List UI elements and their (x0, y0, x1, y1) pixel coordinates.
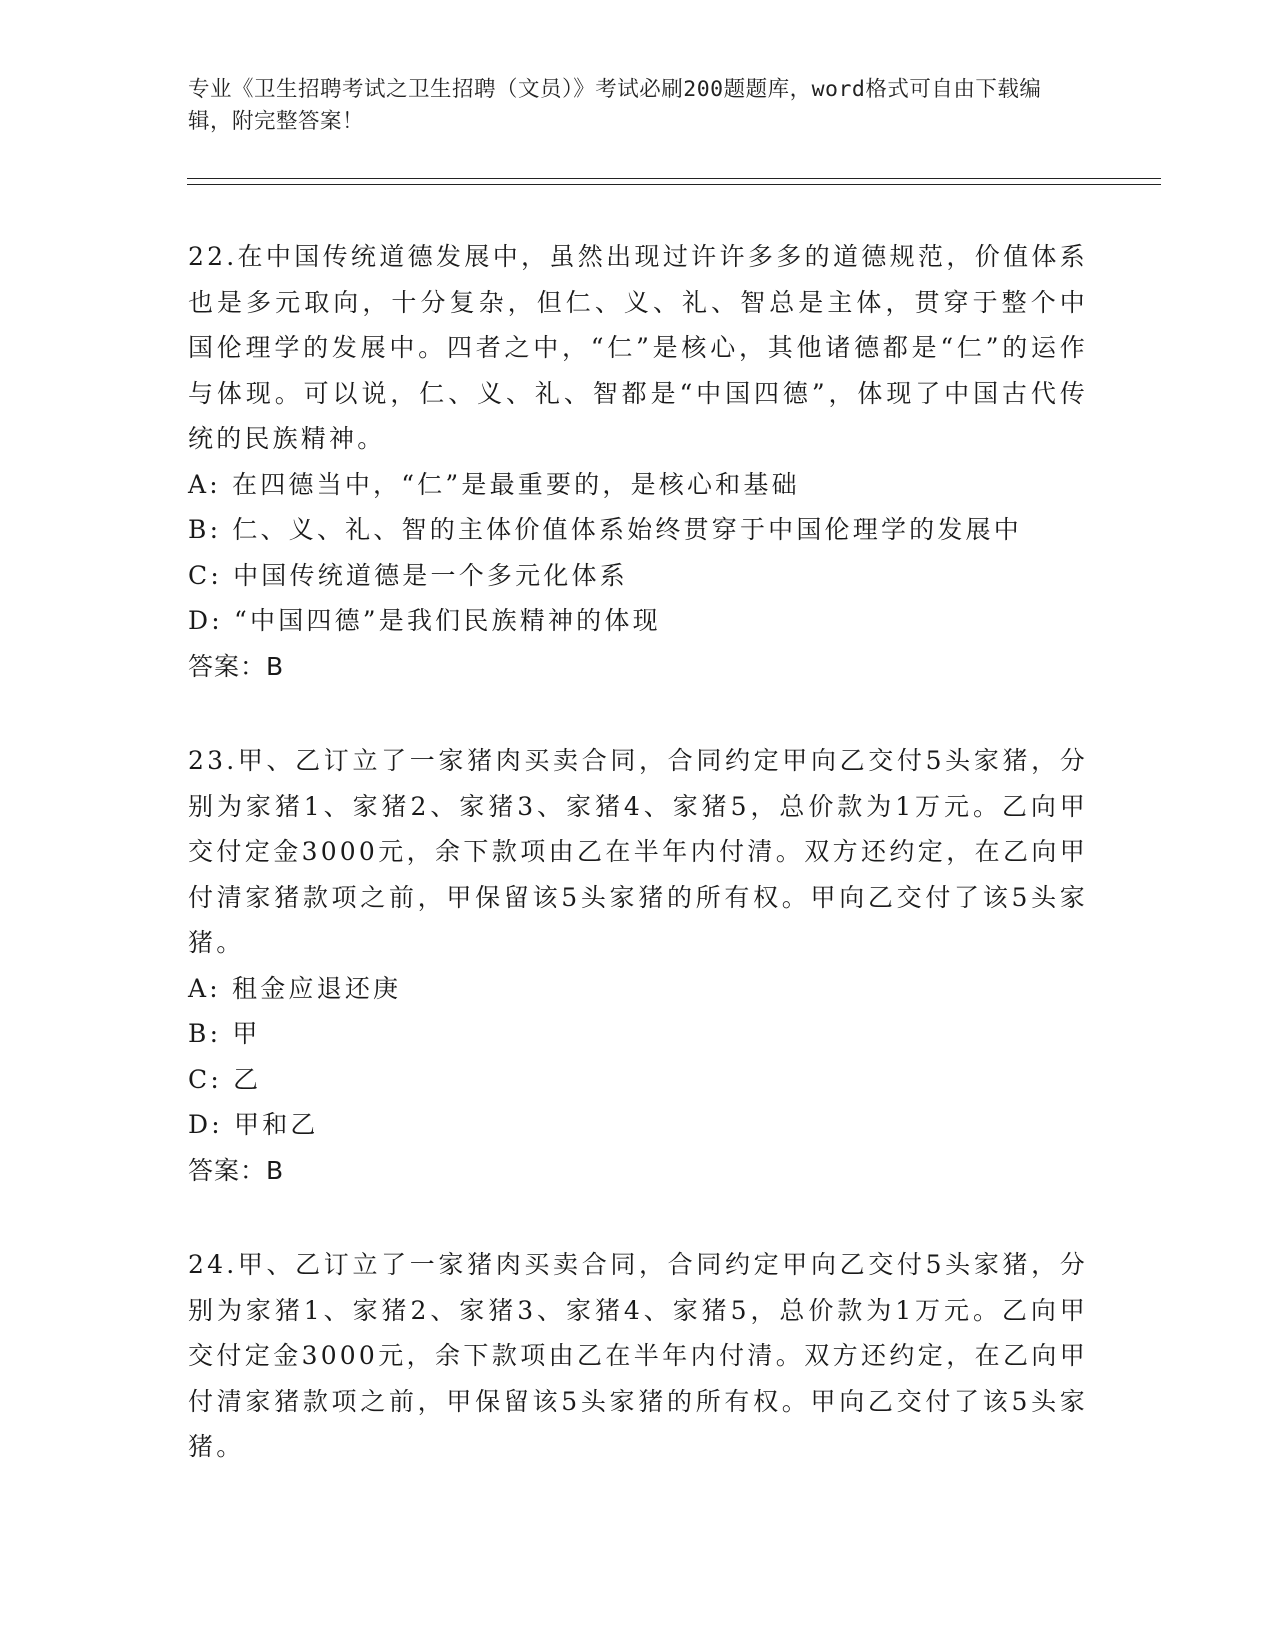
answer: 答案：B (188, 1155, 285, 1185)
option-c: C: 中国传统道德是一个多元化体系 (188, 560, 628, 590)
question-24 (188, 1242, 1088, 1470)
question-23 (188, 738, 1088, 1193)
option-a: A: 租金应退还庚 (188, 973, 402, 1003)
header-divider-bottom (187, 184, 1161, 185)
document-header: 专业《卫生招聘考试之卫生招聘（文员）》考试必刷200题题库，word格式可自由下载编辑，附完整答案！ (188, 77, 1042, 134)
question-stem: 22.在中国传统道德发展中，虽然出现过许许多多的道德规范，价值体系也是多元取向，十分复杂，但仁、义、礼、智总是主体，贯穿于整个中国伦理学的发展中。四者之中，“仁”是核心，其他诸德都是“仁”的运作与体现。可以说，仁、义、礼、智都是“中国四德”，体现了中国古代传统的民族精神。 (188, 242, 1088, 453)
question-stem: 23.甲、乙订立了一家猪肉买卖合同，合同约定甲向乙交付5头家猪，分别为家猪1、家猪2、家猪3、家猪4、家猪5，总价款为1万元。乙向甲交付定金3000元，余下款项由乙在半年内付清。双方还约定，在乙向甲付清家猪款项之前，甲保留该5头家猪的所有权。甲向乙交付了该5头家猪。 (188, 746, 1088, 957)
question-stem: 24.甲、乙订立了一家猪肉买卖合同，合同约定甲向乙交付5头家猪，分别为家猪1、家猪2、家猪3、家猪4、家猪5，总价款为1万元。乙向甲交付定金3000元，余下款项由乙在半年内付清。双方还约定，在乙向甲付清家猪款项之前，甲保留该5头家猪的所有权。甲向乙交付了该5头家猪。 (188, 1250, 1088, 1461)
option-d: D: “中国四德”是我们民族精神的体现 (188, 606, 661, 635)
option-c: C: 乙 (188, 1064, 262, 1094)
option-a: A: 在四德当中，“仁”是最重要的，是核心和基础 (188, 469, 800, 499)
header-divider-top (187, 178, 1161, 179)
option-d: D: 甲和乙 (188, 1110, 319, 1139)
question-22 (188, 234, 1088, 689)
answer: 答案：B (188, 651, 285, 681)
option-b: B: 甲 (188, 1019, 261, 1048)
option-b: B: 仁、义、礼、智的主体价值体系始终贯穿于中国伦理学的发展中 (188, 515, 1022, 544)
